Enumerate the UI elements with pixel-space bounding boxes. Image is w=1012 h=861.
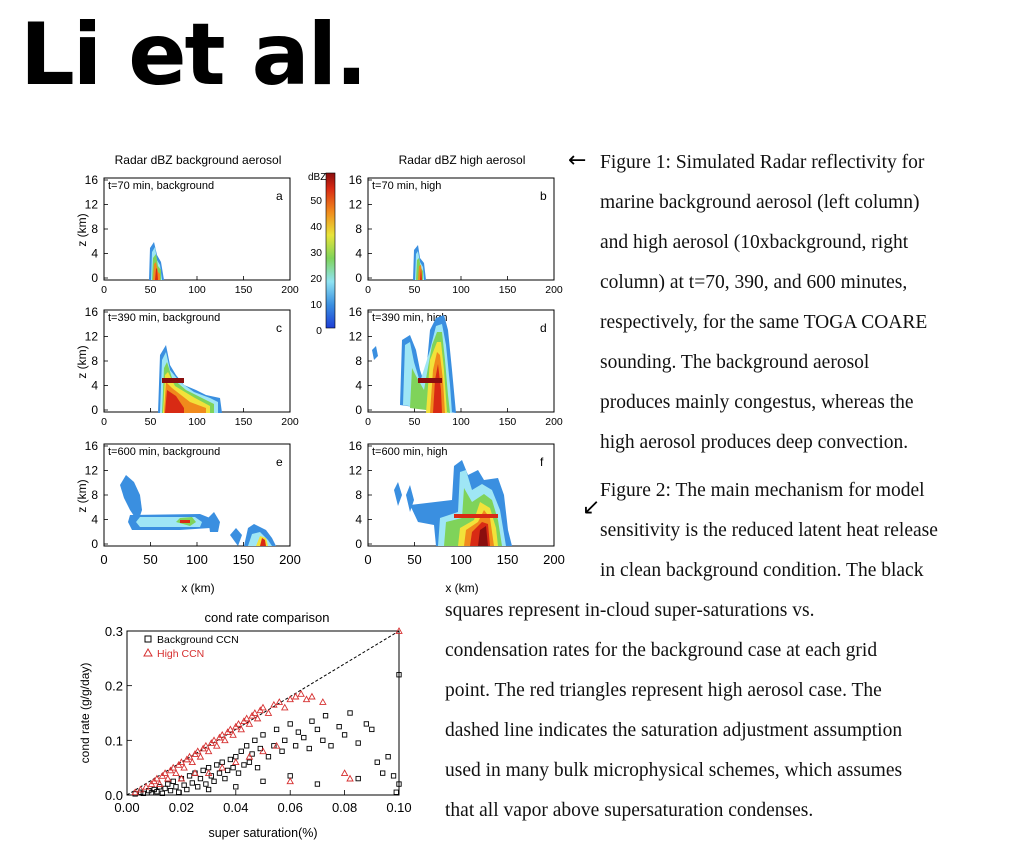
chart-title: cond rate comparison (204, 610, 330, 625)
colorbar-label: dBZ (308, 172, 327, 183)
x-tick-label: 200 (543, 552, 565, 567)
radar-panel-frame (368, 178, 554, 280)
background-ccn-point (239, 749, 243, 753)
background-ccn-point (206, 765, 210, 769)
background-ccn-point (370, 727, 374, 731)
panel-d-clouds (372, 315, 456, 413)
background-ccn-point (280, 749, 284, 753)
background-ccn-point (288, 722, 292, 726)
background-ccn-point (261, 779, 265, 783)
y-tick-label: 0 (91, 271, 98, 285)
caption2-line: sensitivity is the reduced latent heat release (600, 520, 938, 541)
background-ccn-point (337, 724, 341, 728)
panel-letter: f (540, 455, 544, 469)
y-tick-label: 16 (84, 439, 98, 453)
x-tick-label: 0 (100, 552, 108, 567)
y-axis-label-middle: z (km) (75, 345, 89, 379)
x-tick-label: 150 (498, 416, 517, 428)
background-ccn-point (234, 785, 238, 789)
chart-xlabel: super saturation(%) (208, 826, 318, 840)
y-tick-label: 0 (91, 537, 98, 551)
background-ccn-point (364, 722, 368, 726)
background-ccn-point (356, 741, 360, 745)
background-ccn-point (182, 783, 186, 787)
panel-b-clouds (413, 245, 426, 280)
background-ccn-point (266, 755, 270, 759)
x-tick-label: 100 (186, 552, 208, 567)
x-tick-label: 200 (545, 284, 563, 296)
panel-c-clouds (158, 345, 222, 413)
y-tick-label: 16 (348, 439, 362, 453)
background-ccn-point (323, 714, 327, 718)
y-tick-label: 0 (355, 537, 362, 551)
background-ccn-point (244, 744, 248, 748)
x-tick-label: 100 (452, 416, 470, 428)
x-tick-label: 100 (452, 284, 470, 296)
x-tick-label: 50 (408, 416, 421, 428)
high-ccn-point (287, 778, 293, 783)
x-tick-label: 200 (545, 416, 563, 428)
background-ccn-point (348, 711, 352, 715)
panel-letter: b (540, 189, 547, 203)
panel-label: t=390 min, high (372, 312, 448, 324)
background-ccn-point (321, 738, 325, 742)
caption2-line: used in many bulk microphysical schemes, which assumes (445, 760, 903, 781)
y-tick-label: 12 (348, 463, 362, 478)
y-tick-label: 4 (91, 246, 98, 261)
background-ccn-point (220, 760, 224, 764)
colorbar-tick-label: 20 (310, 273, 322, 285)
y-tick-label: 4 (355, 246, 362, 261)
x-tick-label: 0.04 (223, 800, 249, 815)
x-tick-label: 0 (101, 284, 107, 296)
x-tick-label: 150 (234, 284, 253, 296)
panel-a-clouds (149, 242, 164, 280)
background-ccn-point (236, 771, 240, 775)
panel-label: t=70 min, background (108, 180, 215, 192)
high-ccn-point (347, 776, 353, 781)
caption2-line: point. The red triangles represent high aerosol case. The (445, 680, 882, 701)
panel-label: t=390 min, background (108, 312, 221, 324)
x-tick-label: 50 (408, 284, 421, 296)
background-ccn-point (380, 771, 384, 775)
background-ccn-point (187, 774, 191, 778)
panel-letter: e (276, 455, 283, 469)
y-tick-label: 8 (355, 354, 362, 368)
background-ccn-point (255, 765, 259, 769)
x-tick-label: 100 (188, 416, 206, 428)
radar-figure (75, 150, 580, 600)
background-ccn-point (315, 782, 319, 786)
x-tick-label: 200 (281, 416, 299, 428)
x-axis-label-left: x (km) (181, 581, 215, 595)
x-tick-label: 150 (496, 552, 519, 567)
background-ccn-point (166, 782, 170, 786)
panel-label: t=600 min, high (372, 446, 448, 458)
x-tick-label: 50 (143, 552, 158, 567)
panel-label: t=600 min, background (108, 446, 221, 458)
background-ccn-point (261, 733, 265, 737)
colorbar-tick-label: 10 (310, 299, 322, 311)
background-ccn-point (231, 765, 235, 769)
y-tick-label: 12 (348, 329, 362, 344)
panel-letter: a (276, 189, 283, 203)
background-ccn-point (206, 787, 210, 791)
background-ccn-point (293, 744, 297, 748)
y-tick-label: 4 (355, 512, 362, 527)
high-ccn-point (219, 765, 225, 770)
background-ccn-point (329, 744, 333, 748)
panel-f-clouds (394, 460, 512, 546)
y-tick-label: 4 (91, 512, 98, 527)
y-tick-label: 0 (91, 403, 98, 417)
background-ccn-point (234, 755, 238, 759)
cond-rate-chart (78, 605, 425, 845)
y-tick-label: 0 (355, 271, 362, 285)
high-ccn-point (282, 705, 288, 710)
background-ccn-point (163, 786, 167, 790)
panel-letter: d (540, 321, 547, 335)
y-tick-label: 16 (348, 173, 362, 187)
background-ccn-point (225, 768, 229, 772)
background-ccn-point (315, 727, 319, 731)
background-ccn-point (217, 771, 221, 775)
background-ccn-point (242, 763, 246, 767)
y-tick-label: 8 (91, 488, 98, 502)
background-ccn-point (223, 776, 227, 780)
y-tick-label: 8 (91, 354, 98, 368)
colorbar-tick-label: 40 (310, 221, 322, 233)
y-tick-label: 12 (348, 197, 362, 212)
caption2-line: condensation rates for the background case at each grid (445, 640, 878, 661)
x-tick-label: 50 (407, 552, 422, 567)
panel-letter: c (276, 321, 282, 335)
background-ccn-point (198, 776, 202, 780)
x-tick-label: 0 (101, 416, 107, 428)
x-tick-label: 50 (144, 284, 157, 296)
x-tick-label: 0.02 (168, 800, 195, 815)
y-tick-label: 12 (84, 197, 98, 212)
legend-square-marker (145, 636, 151, 642)
legend-triangle-marker (144, 649, 152, 656)
caption2-line: that all vapor above supersaturation condenses. (445, 800, 814, 821)
colorbar-tick-label: 50 (310, 195, 322, 207)
background-ccn-point (310, 719, 314, 723)
y-tick-label: 16 (84, 173, 98, 187)
caption1-line: and high aerosol (10xbackground, right (600, 232, 909, 253)
background-ccn-point (212, 779, 216, 783)
caption2-line: dashed line indicates the saturation adjustment assumption (445, 720, 903, 741)
caption1-line: respectively, for the same TOGA COARE (600, 312, 928, 333)
y-tick-label: 8 (91, 222, 98, 236)
caption1-line: column) at t=70, 390, and 600 minutes, (600, 272, 908, 293)
radar-panel-frame (104, 178, 290, 280)
y-tick-label: 12 (84, 463, 98, 478)
y-axis-label-top: z (km) (75, 213, 89, 247)
x-tick-label: 0.10 (386, 800, 412, 815)
chart-ylabel: cond rate (g/g/day) (78, 662, 92, 764)
caption2-line: Figure 2: The main mechanism for model (600, 480, 925, 501)
background-ccn-point (190, 781, 194, 785)
caption1-line: produces mainly congestus, whereas the (600, 392, 914, 413)
background-ccn-point (168, 788, 172, 792)
radar-panel-frame (368, 310, 554, 412)
y-tick-label: 4 (355, 378, 362, 393)
colorbar-ticks (310, 195, 322, 337)
y-tick-label: 16 (84, 305, 98, 319)
y-tick-label: 0.1 (104, 733, 123, 749)
background-ccn-point (302, 735, 306, 739)
x-tick-label: 0 (365, 284, 371, 296)
panel-e-clouds (120, 475, 276, 546)
x-tick-label: 50 (144, 416, 157, 428)
background-ccn-point (391, 774, 395, 778)
high-ccn-point (342, 770, 348, 775)
left-column-title: Radar dBZ background aerosol (114, 153, 282, 167)
y-tick-label: 4 (91, 378, 98, 393)
y-ticks (105, 624, 132, 803)
high-ccn-point (309, 694, 315, 699)
x-tick-label: 200 (281, 284, 299, 296)
high-ccn-point (233, 759, 239, 764)
background-ccn-point (307, 746, 311, 750)
y-tick-label: 0.0 (104, 788, 123, 803)
x-tick-label: 150 (234, 416, 253, 428)
x-tick-label: 150 (498, 284, 517, 296)
high-ccn-point (320, 699, 326, 704)
legend-background-ccn: Background CCN (157, 634, 239, 646)
y-tick-label: 16 (348, 305, 362, 319)
background-ccn-point (253, 738, 257, 742)
background-ccn-point (274, 727, 278, 731)
x-tick-label: 0.08 (331, 800, 358, 815)
caption1-line: Figure 1: Simulated Radar reflectivity for (600, 152, 925, 173)
background-ccn-point (174, 785, 178, 789)
background-ccn-point (185, 787, 189, 791)
background-ccn-point (215, 763, 219, 767)
y-tick-label: 12 (84, 329, 98, 344)
legend-high-ccn: High CCN (157, 648, 205, 660)
slide-title: Li et al. (20, 5, 366, 105)
y-tick-label: 8 (355, 488, 362, 502)
x-tick-label: 0 (364, 552, 372, 567)
background-ccn-point (296, 730, 300, 734)
caption1-line: sounding. The background aerosol (600, 352, 870, 373)
caption1-line: marine background aerosol (left column) (600, 192, 920, 213)
background-ccn-point (171, 779, 175, 783)
arrow-down-left-icon: ↙ (582, 495, 601, 520)
panel-label: t=70 min, high (372, 180, 442, 192)
x-tick-label: 100 (188, 284, 206, 296)
background-ccn-point (204, 782, 208, 786)
x-tick-label: 0.00 (114, 800, 140, 815)
x-axis-label-right: x (km) (445, 581, 479, 595)
caption2-line: squares represent in-cloud super-saturations vs. (445, 600, 815, 621)
y-tick-label: 0.3 (104, 624, 123, 639)
x-tick-label: 0.06 (277, 800, 303, 815)
caption1-line: high aerosol produces deep convection. (600, 432, 909, 453)
x-tick-label: 200 (279, 552, 301, 567)
colorbar-tick-label: 30 (310, 247, 322, 259)
background-ccn-point (176, 790, 180, 794)
right-column-title: Radar dBZ high aerosol (398, 153, 526, 167)
colorbar (326, 173, 335, 328)
y-tick-label: 0 (355, 403, 362, 417)
background-ccn-point (283, 738, 287, 742)
background-ccn-point (247, 760, 251, 764)
background-ccn-point (375, 760, 379, 764)
x-tick-label: 0 (365, 416, 371, 428)
background-ccn-point (288, 774, 292, 778)
background-ccn-points (133, 673, 401, 797)
y-axis-label-bottom: z (km) (75, 479, 89, 513)
background-ccn-point (394, 790, 398, 794)
background-ccn-point (386, 755, 390, 759)
background-ccn-point (342, 733, 346, 737)
high-ccn-point (260, 705, 266, 710)
arrow-left-icon: ← (568, 148, 587, 173)
high-ccn-point (206, 770, 212, 775)
background-ccn-point (196, 785, 200, 789)
y-tick-label: 0.2 (104, 678, 123, 694)
x-tick-label: 150 (232, 552, 255, 567)
background-ccn-point (356, 776, 360, 780)
background-ccn-point (228, 757, 232, 761)
y-tick-label: 8 (355, 222, 362, 236)
x-tick-label: 100 (450, 552, 472, 567)
caption2-line: in clean background condition. The black (600, 560, 924, 581)
colorbar-tick-label: 0 (316, 325, 322, 337)
background-ccn-point (201, 768, 205, 772)
